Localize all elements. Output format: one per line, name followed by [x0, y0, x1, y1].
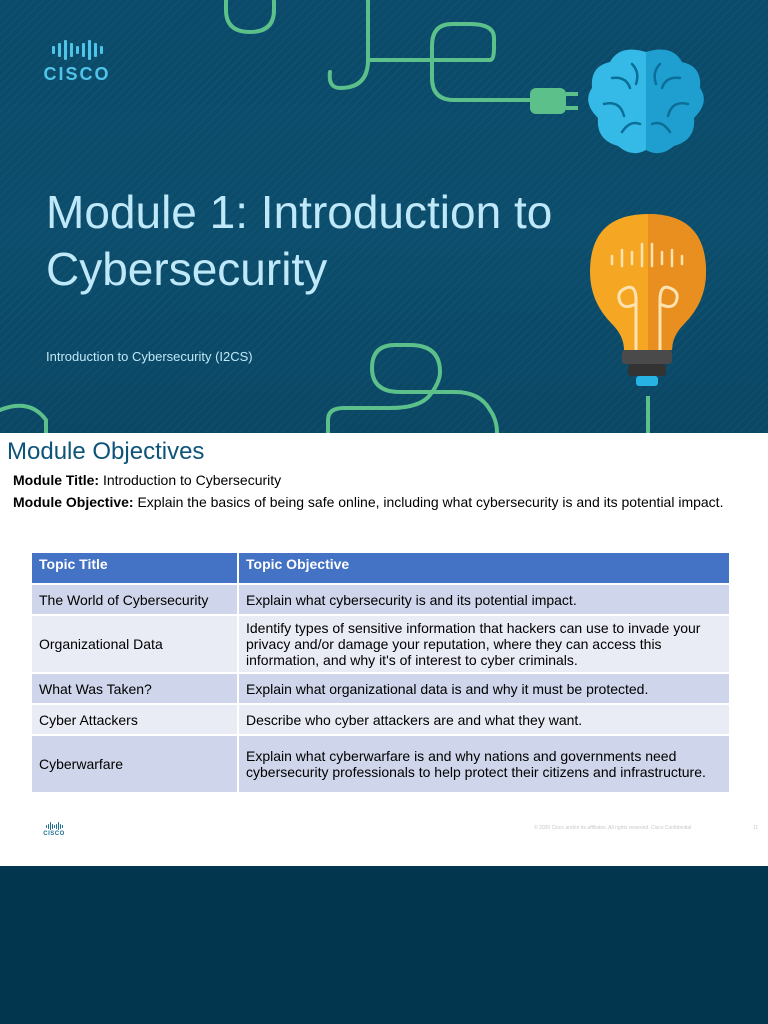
table-row [31, 615, 730, 673]
table-row [31, 704, 730, 735]
topic-objective-cell: Explain what cyberwarfare is and why nations and governments need cybersecurity professionals to help protect their citizens and infrastructure. [238, 735, 730, 793]
topic-objective-cell: Identify types of sensitive information that hackers can use to invade your privacy and/or damage your reputation, where they can access this information, and why it's of interest to cyber criminals. [238, 615, 730, 673]
footer-cisco-bars-icon [38, 822, 70, 830]
module-title-label: Module Title: [13, 472, 100, 488]
module-objective-line [13, 493, 743, 511]
cisco-bars-icon [38, 38, 116, 62]
table-row [31, 673, 730, 704]
topic-title-cell: Cyberwarfare [31, 735, 238, 793]
topic-title-cell: Organizational Data [31, 615, 238, 673]
topic-objective-cell: Explain what cybersecurity is and its potential impact. [238, 584, 730, 615]
topics-table [30, 551, 731, 794]
cisco-logo-text: CISCO [43, 64, 111, 84]
objectives-slide [0, 433, 768, 866]
topic-title-cell: Cyber Attackers [31, 704, 238, 735]
slide-title: Module 1: Introduction to Cybersecurity [46, 186, 553, 295]
header-topic-title: Topic Title [31, 552, 238, 584]
objectives-heading: Module Objectives [7, 438, 205, 465]
topic-objective-cell: Explain what organizational data is and why it must be protected. [238, 673, 730, 704]
footer-cisco-logo [38, 822, 70, 840]
table-header-row [31, 552, 730, 584]
topic-objective-cell: Describe who cyber attackers are and what they want. [238, 704, 730, 735]
module-objective-value: Explain the basics of being safe online, including what cybersecurity is and its potential impact. [137, 494, 724, 510]
module-title-value: Introduction to Cybersecurity [102, 472, 282, 488]
module-objective-label: Module Objective: [13, 494, 134, 510]
title-slide [0, 0, 768, 433]
slide-subtitle: Introduction to Cybersecurity (I2CS) [46, 349, 253, 364]
topic-title-cell: What Was Taken? [31, 673, 238, 704]
plug-icon [530, 88, 578, 114]
topic-title-cell: The World of Cybersecurity [31, 584, 238, 615]
footer-cisco-text: CISCO [43, 831, 65, 837]
copyright-text: © 2020 Cisco and/or its affiliates. All rights reserved. Cisco Confidential [534, 825, 692, 831]
header-topic-objective: Topic Objective [238, 552, 730, 584]
table-row [31, 735, 730, 793]
table-row [31, 584, 730, 615]
lightbulb-icon [590, 214, 706, 433]
page-number: 11 [753, 825, 759, 831]
brain-icon [588, 50, 704, 154]
module-title-line [13, 471, 743, 489]
cisco-logo [38, 38, 116, 86]
